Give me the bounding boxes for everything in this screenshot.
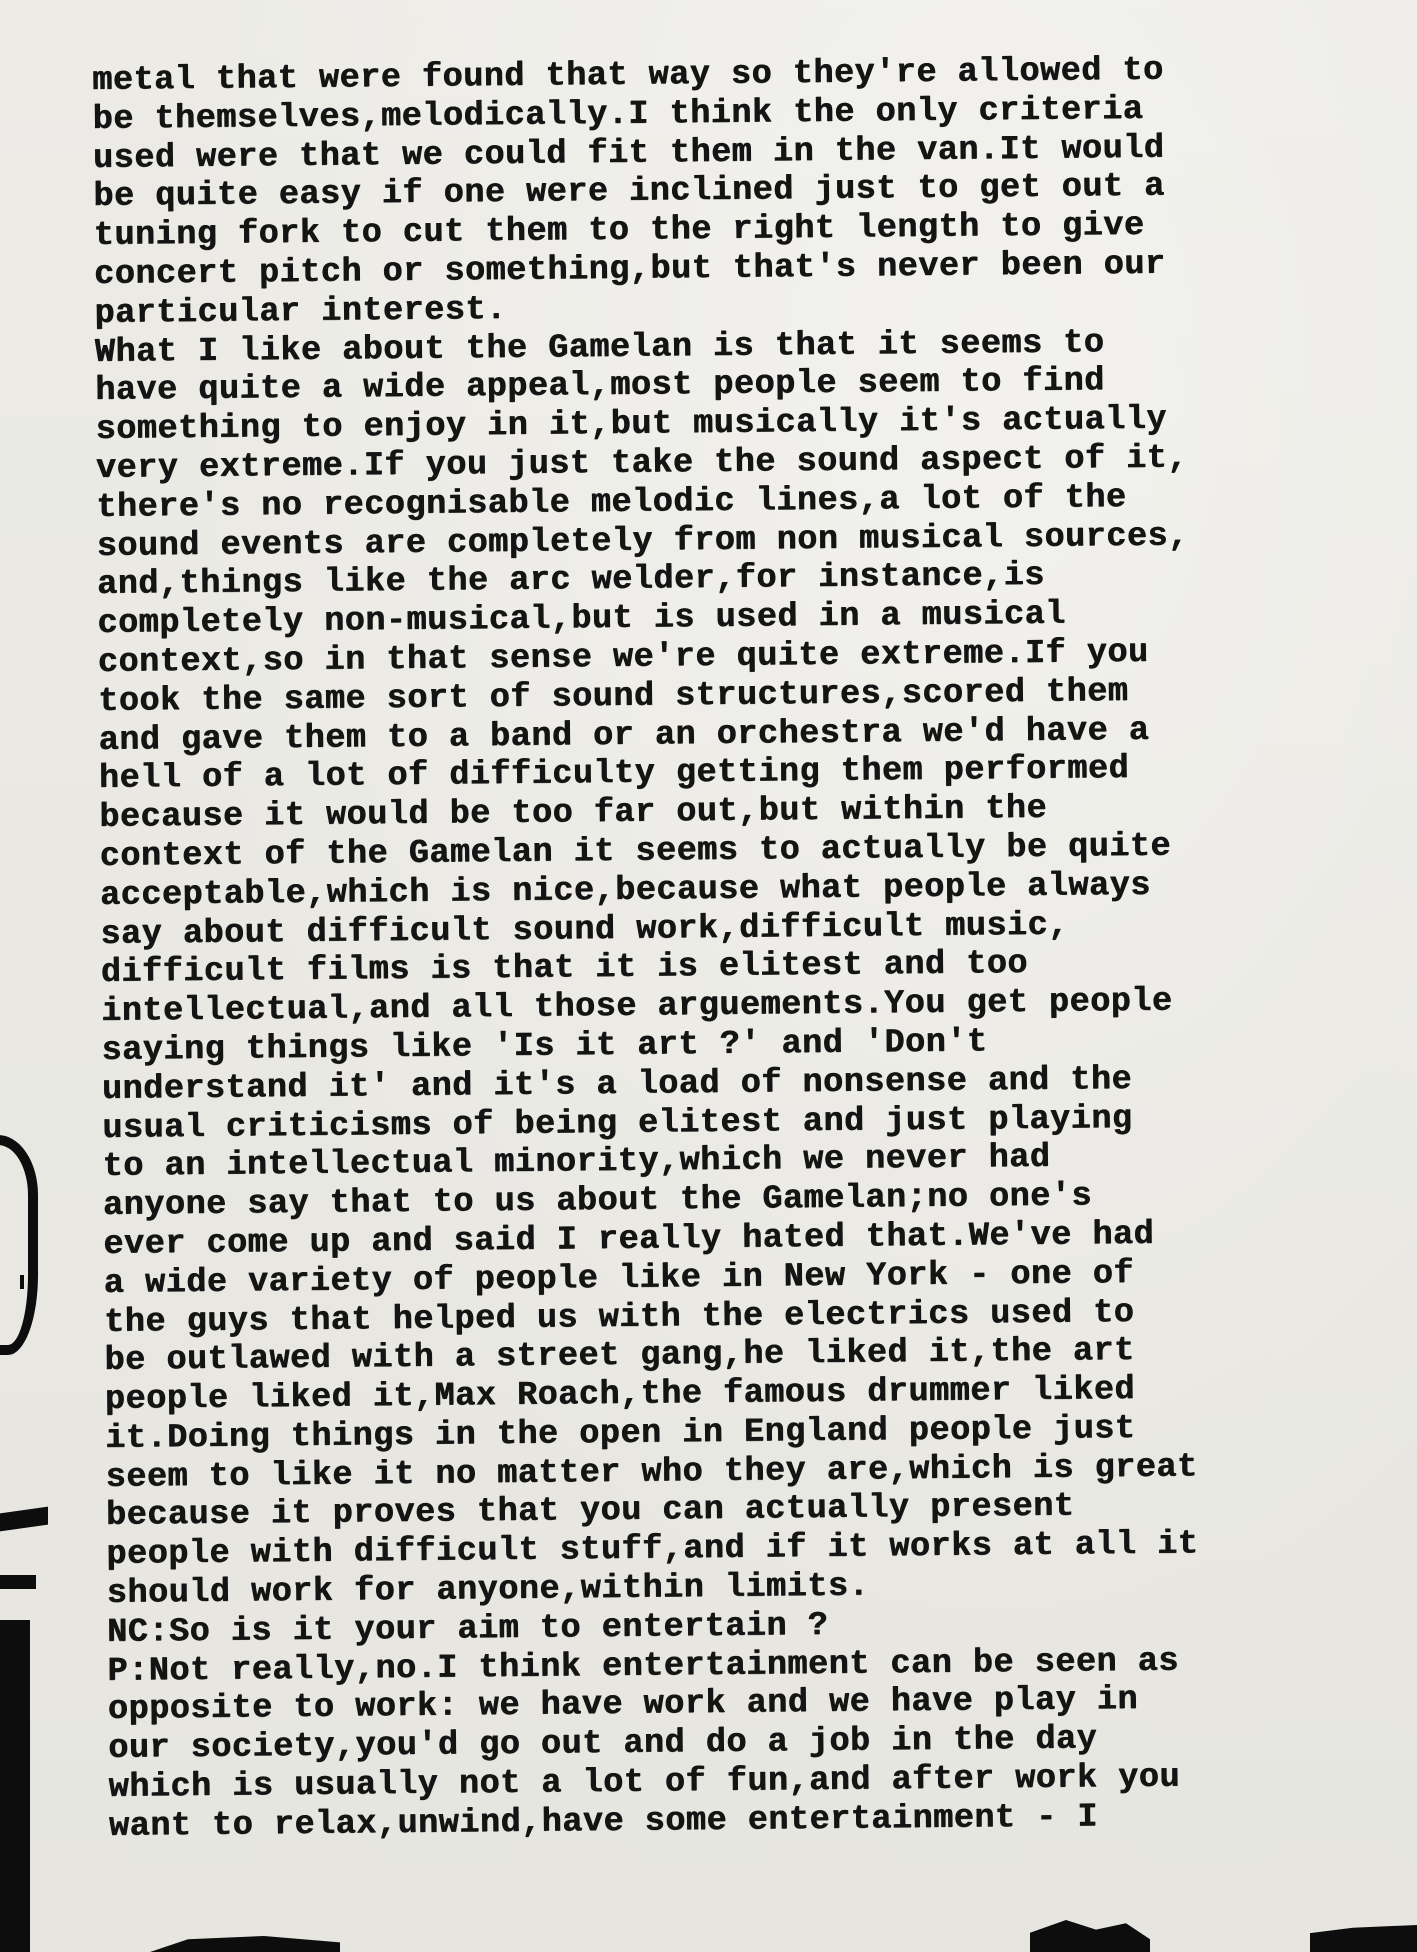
bottom-ink-mark: [1030, 1920, 1150, 1952]
text-line: tuning fork to cut them to the right length to give: [93, 207, 1145, 256]
text-line: very extreme.If you just take the sound aspect of it,: [95, 439, 1189, 488]
text-line: anyone say that to us about the Gamelan;no one's: [102, 1177, 1093, 1226]
text-line: something to enjoy in it,but musically it's actually: [95, 400, 1168, 450]
text-line: a wide variety of people like in New York - one of: [103, 1254, 1135, 1303]
text-line: understand it' and it's a load of nonsense and the: [101, 1060, 1133, 1109]
text-line: there's no recognisable melodic lines,a lot of the: [96, 478, 1127, 527]
text-line: people with difficult stuff,and if it works at all it: [106, 1525, 1199, 1575]
bottom-ink-mark: [150, 1936, 340, 1952]
text-line: seem to like it no matter who they are,which is great: [105, 1448, 1198, 1497]
margin-ink-curve: [0, 1135, 38, 1355]
text-line: be outlawed with a street gang,he liked it,the art: [104, 1332, 1135, 1381]
text-line: completely non-musical,but is used in a musical: [97, 595, 1066, 644]
text-line: because it would be too far out,but within the: [99, 790, 1048, 838]
text-line: used were that we could fit them in the van.It would: [92, 129, 1165, 178]
text-line: want to relax,unwind,have some entertainment - I: [108, 1798, 1099, 1846]
text-line: have quite a wide appeal,most people seem to find: [94, 362, 1105, 411]
margin-ink-wedge: [0, 1575, 36, 1589]
text-line: took the same sort of sound structures,scored them: [97, 672, 1129, 721]
text-line: to an intellectual minority,which we never had: [102, 1139, 1051, 1187]
text-line: should work for anyone,within limits.: [106, 1567, 870, 1614]
text-line: saying things like 'Is it art ?' and 'Don't: [101, 1023, 988, 1070]
text-line: our society,you'd go out and do a job in the day: [108, 1720, 1098, 1769]
text-line: What I like about the Gamelan is that it seems to: [94, 323, 1105, 372]
text-line: the guys that helped us with the electrics used to: [103, 1293, 1135, 1342]
typewritten-text: [92, 50, 1409, 1847]
text-line: say about difficult sound work,difficult music,: [100, 906, 1069, 954]
text-line: be themselves,melodically.I think the only criteria: [92, 90, 1144, 139]
text-line: acceptable,which is nice,because what people always: [99, 866, 1151, 915]
text-line: sound events are completely from non musical sources,: [96, 517, 1189, 566]
text-line: and gave them to a band or an orchestra we'd have a: [98, 711, 1150, 760]
text-line: it.Doing things in the open in England people just: [105, 1409, 1136, 1458]
text-line: particular interest.: [94, 290, 507, 333]
text-line: which is usually not a lot of fun,and after work you: [108, 1758, 1181, 1807]
text-line: concert pitch or something,but that's never been our: [93, 245, 1166, 294]
margin-ink-tick: [20, 1275, 24, 1289]
text-line: P:Not really,no.I think entertainment can be seen as: [107, 1642, 1179, 1691]
text-line: context,so in that sense we're quite extreme.If you: [97, 633, 1149, 682]
margin-ink-wedge: [0, 1507, 48, 1532]
text-line: be quite easy if one were inclined just to get out a: [93, 168, 1165, 217]
text-line: NC:So is it your aim to entertain ?: [106, 1606, 829, 1652]
text-line: opposite to work: we have work and we have play in: [107, 1681, 1139, 1730]
text-line: ever come up and said I really hated that.We've had: [103, 1215, 1155, 1264]
text-line: because it proves that you can actually present: [105, 1488, 1075, 1536]
text-line: metal that were found that way so they're allowed to: [92, 51, 1164, 100]
text-line: intellectual,and all those arguements.You get people: [100, 982, 1173, 1032]
text-line: hell of a lot of difficulty getting them performed: [98, 750, 1130, 799]
text-line: and,things like the arc welder,for instance,is: [96, 557, 1045, 605]
text-line: usual criticisms of being elitest and just playing: [102, 1099, 1133, 1148]
text-line: context of the Gamelan it seems to actually be quite: [99, 827, 1172, 876]
margin-ink-block: [0, 1620, 30, 1952]
text-line: people liked it,Max Roach,the famous drummer liked: [104, 1371, 1136, 1420]
text-line: difficult films is that it is elitest and too: [100, 945, 1029, 993]
bottom-ink-mark: [1310, 1925, 1417, 1952]
